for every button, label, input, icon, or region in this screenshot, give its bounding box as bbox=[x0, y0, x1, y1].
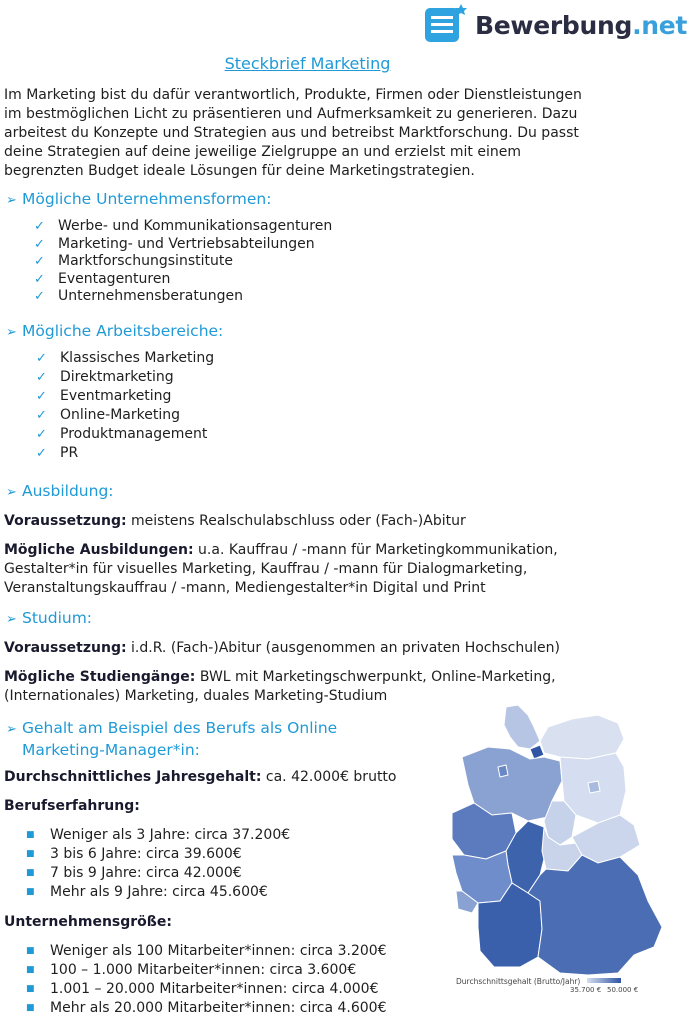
label: Mögliche Ausbildungen: bbox=[4, 542, 194, 558]
section-heading-unternehmensformen bbox=[6, 190, 271, 208]
section-heading-studium bbox=[6, 609, 92, 627]
list-item bbox=[34, 236, 332, 254]
heading-text: Ausbildung: bbox=[22, 482, 114, 500]
list-item-text: Eventagenturen bbox=[58, 270, 171, 287]
heading-text: Gehalt am Beispiel des Berufs als Online bbox=[22, 719, 338, 737]
checkmark-icon: ✓ bbox=[36, 427, 47, 442]
value-line: (Internationales) Marketing, duales Marketing-Studium bbox=[4, 688, 388, 704]
logo-brand: Bewerbung bbox=[475, 11, 633, 40]
list-item bbox=[26, 826, 290, 845]
square-bullet-icon: ■ bbox=[26, 946, 35, 956]
square-bullet-icon: ■ bbox=[26, 830, 35, 840]
ausbildung-voraussetzung bbox=[4, 512, 614, 531]
heading-text: Marketing-Manager*in: bbox=[22, 741, 200, 759]
list-item bbox=[26, 999, 387, 1018]
list-item bbox=[36, 387, 214, 406]
value: u.a. Kauffrau / -mann für Marketingkommunikation, bbox=[193, 542, 558, 558]
berufserfahrung-list bbox=[26, 826, 290, 902]
checkmark-icon: ✓ bbox=[36, 389, 47, 404]
page-title: Steckbrief Marketing bbox=[224, 54, 391, 73]
list-item bbox=[36, 444, 214, 463]
checkmark-icon: ✓ bbox=[36, 370, 47, 385]
intro-paragraph bbox=[4, 86, 614, 181]
region-bremen bbox=[498, 765, 508, 777]
list-item-text: Marketing- und Vertriebsabteilungen bbox=[58, 235, 315, 252]
unternehmensformen-list bbox=[34, 218, 332, 306]
map-legend-bar bbox=[587, 978, 621, 983]
square-bullet-icon: ■ bbox=[26, 965, 35, 975]
map-legend-title: Durchschnittsgehalt (Brutto/Jahr) bbox=[456, 977, 581, 986]
list-item-text: 100 – 1.000 Mitarbeiter*innen: circa 3.600€ bbox=[50, 962, 357, 978]
checkmark-icon: ✓ bbox=[34, 271, 45, 287]
region-bayern bbox=[528, 855, 662, 975]
intro-line: im bestmöglichen Licht zu präsentieren und Aufmerksamkeit zu generieren. Dazu bbox=[4, 106, 578, 122]
list-item-text: Werbe- und Kommunikationsagenturen bbox=[58, 218, 333, 234]
list-item-text: PR bbox=[60, 445, 79, 461]
gehalt-durchschnitt bbox=[4, 768, 444, 787]
label: Berufserfahrung: bbox=[4, 798, 140, 814]
list-item-text: 3 bis 6 Jahre: circa 39.600€ bbox=[50, 846, 242, 862]
value-line: Gestalter*in für visuelles Marketing, Kauffrau / -mann für Dialogmarketing, bbox=[4, 561, 528, 577]
list-item bbox=[36, 368, 214, 387]
region-mecklenburg-vorpommern bbox=[540, 715, 624, 759]
list-item bbox=[34, 288, 332, 306]
value-line: Veranstaltungskauffrau / -mann, Mediengestalter*in Digital und Print bbox=[4, 580, 486, 596]
label: Voraussetzung: bbox=[4, 513, 127, 529]
square-bullet-icon: ■ bbox=[26, 868, 35, 878]
map-legend-min: 35.700 € bbox=[570, 986, 602, 994]
checkmark-icon: ✓ bbox=[36, 408, 47, 423]
arrow-bullet-icon: ➢ bbox=[6, 722, 17, 737]
arbeitsbereiche-list bbox=[36, 349, 214, 463]
intro-line: arbeitest du Konzepte und Strategien aus und betreibst Marktforschung. Du passt bbox=[4, 125, 579, 141]
label: Mögliche Studiengänge: bbox=[4, 669, 196, 685]
region-berlin bbox=[588, 781, 600, 793]
intro-line: begrenzten Budget ideale Lösungen für deine Marketingstrategien. bbox=[4, 163, 475, 179]
list-item-text: Marktforschungsinstitute bbox=[58, 253, 233, 269]
arrow-bullet-icon: ➢ bbox=[6, 612, 17, 627]
list-item bbox=[26, 980, 387, 999]
list-item bbox=[34, 253, 332, 271]
studium-studiengaenge bbox=[4, 668, 614, 706]
list-item bbox=[34, 218, 332, 236]
list-item bbox=[26, 864, 290, 883]
germany-salary-map bbox=[448, 705, 668, 995]
arrow-bullet-icon: ➢ bbox=[6, 193, 17, 208]
region-schleswig-holstein bbox=[504, 705, 540, 749]
list-item-text: Online-Marketing bbox=[60, 407, 180, 423]
list-item-text: 7 bis 9 Jahre: circa 42.000€ bbox=[50, 865, 242, 881]
list-item-text: Klassisches Marketing bbox=[60, 350, 215, 366]
intro-line: deine Strategien auf deine jeweilige Zielgruppe an und erzielst mit einem bbox=[4, 144, 521, 160]
checkmark-icon: ✓ bbox=[34, 236, 45, 252]
square-bullet-icon: ■ bbox=[26, 887, 35, 897]
list-item bbox=[26, 942, 387, 961]
intro-line: Im Marketing bist du dafür verantwortlich, Produkte, Firmen oder Dienstleistungen bbox=[4, 87, 582, 103]
heading-text: Studium: bbox=[22, 609, 93, 627]
label: Unternehmensgröße: bbox=[4, 914, 172, 930]
document-list-icon bbox=[423, 2, 467, 46]
list-item-text: Unternehmensberatungen bbox=[58, 288, 243, 304]
value: BWL mit Marketingschwerpunkt, Online-Marketing, bbox=[195, 669, 556, 685]
list-item-text: 1.001 – 20.000 Mitarbeiter*innen: circa 4.000€ bbox=[50, 981, 379, 997]
heading-text: Mögliche Arbeitsbereiche: bbox=[22, 322, 224, 340]
section-heading-gehalt bbox=[6, 718, 337, 760]
list-item bbox=[26, 845, 290, 864]
section-heading-arbeitsbereiche bbox=[6, 322, 223, 340]
label: Durchschnittliches Jahresgehalt: bbox=[4, 769, 262, 785]
list-item-text: Weniger als 100 Mitarbeiter*innen: circa 3.200€ bbox=[50, 943, 387, 959]
value: ca. 42.000€ brutto bbox=[261, 769, 397, 785]
list-item bbox=[26, 883, 290, 902]
list-item bbox=[36, 349, 214, 368]
list-item-text: Weniger als 3 Jahre: circa 37.200€ bbox=[50, 827, 291, 843]
ausbildung-moegliche bbox=[4, 541, 614, 598]
checkmark-icon: ✓ bbox=[36, 351, 47, 366]
list-item bbox=[36, 425, 214, 444]
arrow-bullet-icon: ➢ bbox=[6, 325, 17, 340]
bewerbung-logo[interactable] bbox=[423, 2, 687, 48]
section-heading-ausbildung bbox=[6, 482, 114, 500]
list-item bbox=[36, 406, 214, 425]
logo-tld: .net bbox=[632, 11, 687, 40]
square-bullet-icon: ■ bbox=[26, 849, 35, 859]
list-item bbox=[26, 961, 387, 980]
checkmark-icon: ✓ bbox=[34, 254, 45, 269]
list-item bbox=[34, 271, 332, 289]
berufserfahrung-heading bbox=[4, 797, 444, 816]
checkmark-icon: ✓ bbox=[36, 446, 47, 461]
heading-text: Mögliche Unternehmensformen: bbox=[22, 190, 272, 208]
list-item-text: Direktmarketing bbox=[60, 369, 174, 385]
value: i.d.R. (Fach-)Abitur (ausgenommen an privaten Hochschulen) bbox=[126, 640, 560, 656]
list-item-text: Mehr als 9 Jahre: circa 45.600€ bbox=[50, 884, 268, 900]
map-legend-max: 50.000 € bbox=[607, 986, 639, 994]
value: meistens Realschulabschluss oder (Fach-)Abitur bbox=[126, 513, 466, 529]
unternehmensgroesse-list bbox=[26, 942, 387, 1018]
logo-wordmark bbox=[475, 11, 687, 40]
square-bullet-icon: ■ bbox=[26, 984, 35, 994]
list-item-text: Mehr als 20.000 Mitarbeiter*innen: circa 4.600€ bbox=[50, 1000, 387, 1016]
checkmark-icon: ✓ bbox=[34, 289, 45, 304]
unternehmensgroesse-heading bbox=[4, 913, 444, 932]
arrow-bullet-icon: ➢ bbox=[6, 485, 17, 500]
label: Voraussetzung: bbox=[4, 640, 127, 656]
square-bullet-icon: ■ bbox=[26, 1003, 35, 1013]
studium-voraussetzung bbox=[4, 639, 614, 658]
list-item-text: Eventmarketing bbox=[60, 388, 172, 404]
checkmark-icon: ✓ bbox=[34, 219, 45, 234]
list-item-text: Produktmanagement bbox=[60, 426, 208, 442]
